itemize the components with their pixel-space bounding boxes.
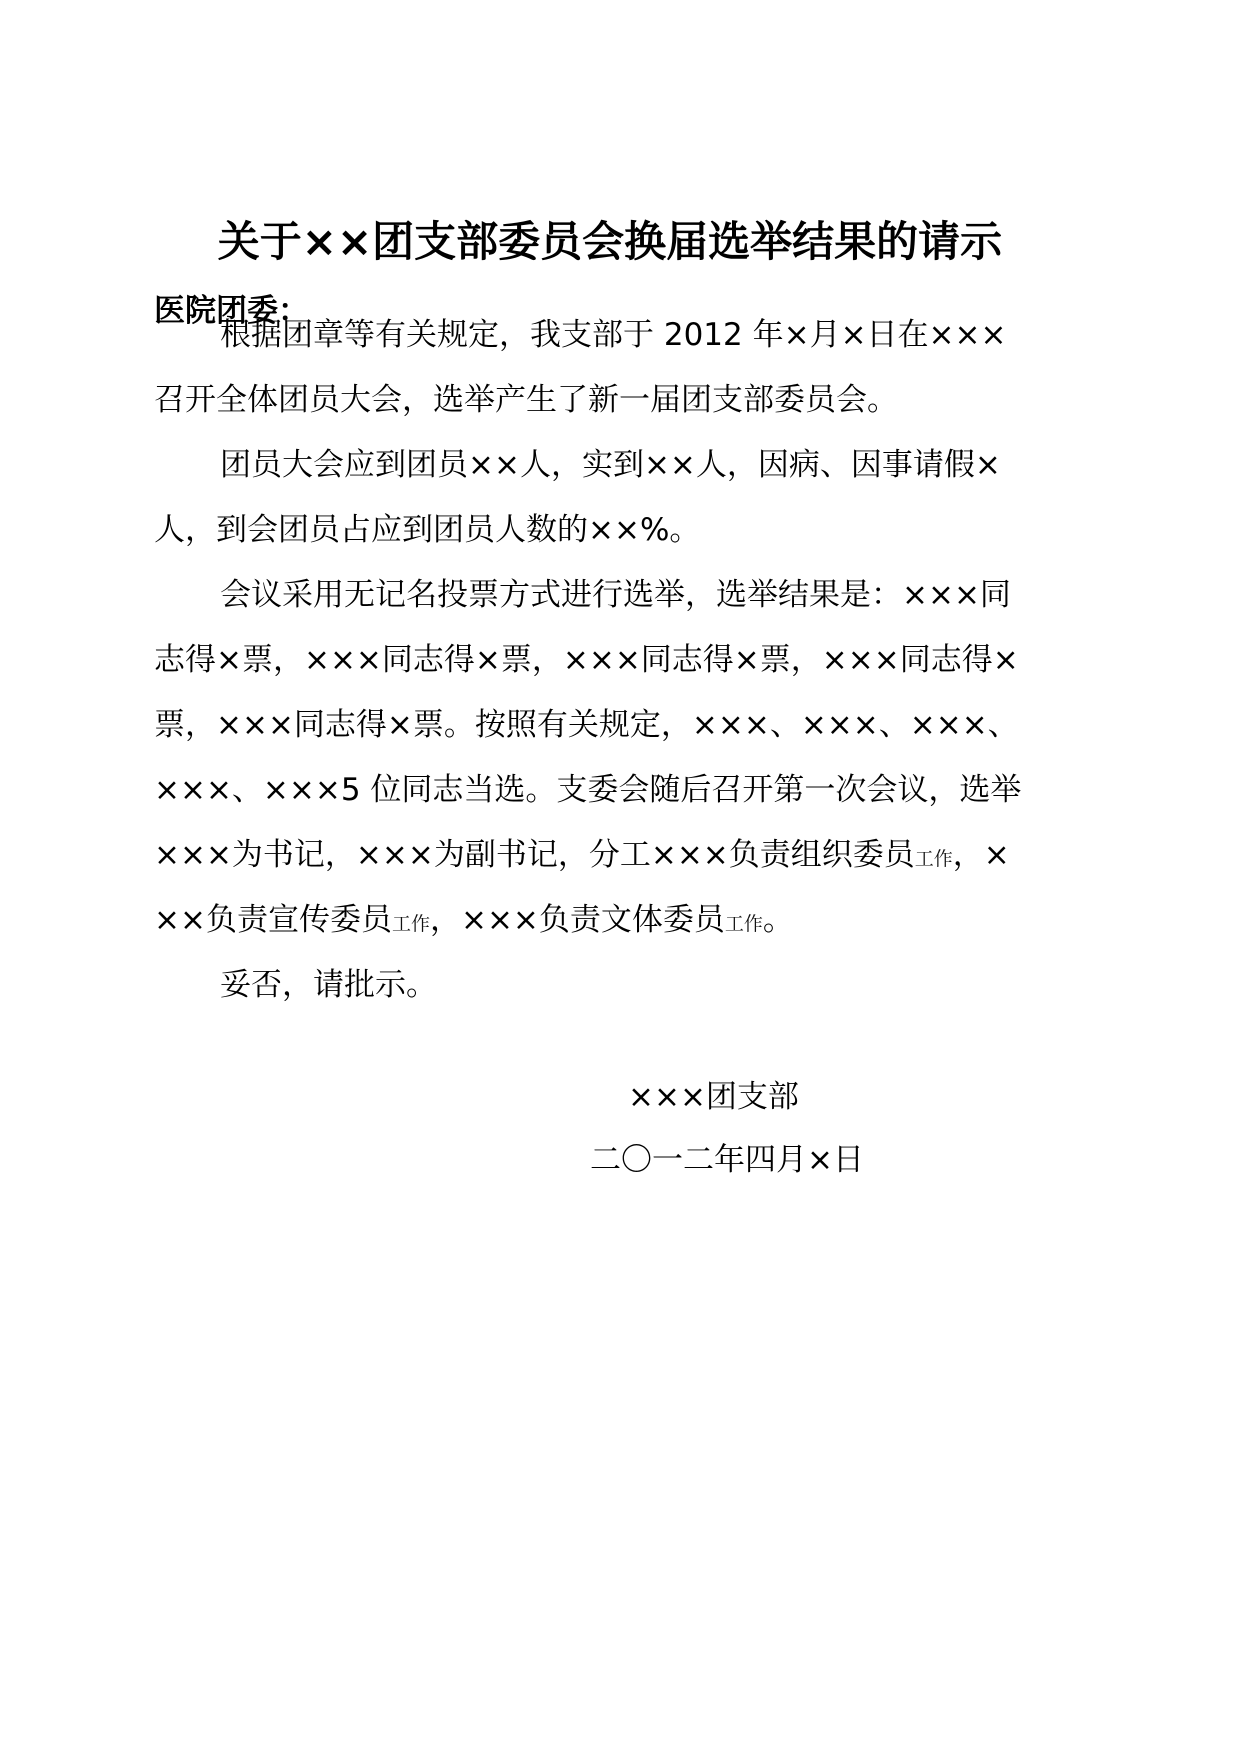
paragraph-3-line-4: ×××、×××5 位同志当选。支委会随后召开第一次会议，选举: [154, 772, 1022, 808]
signature-org: ×××团支部: [628, 1079, 799, 1115]
paragraph-2-line-2: 人，到会团员占应到团员人数的××%。: [154, 512, 701, 548]
salutation: 医院团委：: [154, 293, 309, 329]
closing-line: 妥否，请批示。: [220, 967, 437, 1003]
document-title: 关于××团支部委员会换届选举结果的请示: [217, 217, 1003, 266]
paragraph-3-line-1: 会议采用无记名投票方式进行选举，选举结果是：×××同: [220, 577, 1011, 613]
paragraph-3-line-6-text-b: ，×××负责文体委员: [429, 902, 725, 938]
signature-date: 二〇一二年四月×日: [590, 1142, 864, 1178]
paragraph-3-line-6-text-c: 。: [762, 902, 794, 938]
paragraph-3-line-5-text-a: ×××为书记，×××为副书记，分工×××负责组织委员: [154, 837, 915, 873]
paragraph-1-line-1: 根据团章等有关规定，我支部于 2012 年×月×日在×××: [220, 317, 1007, 353]
small-annotation: 工作: [391, 913, 430, 935]
paragraph-3-line-3: 票，×××同志得×票。按照有关规定，×××、×××、×××、: [154, 707, 1019, 743]
paragraph-3-line-2: 志得×票，×××同志得×票，×××同志得×票，×××同志得×: [154, 642, 1019, 678]
paragraph-1-line-2: 召开全体团员大会，选举产生了新一届团支部委员会。: [154, 382, 898, 418]
paragraph-2-line-1: 团员大会应到团员××人，实到××人，因病、因事请假×: [220, 447, 1001, 483]
small-annotation: 工作: [914, 848, 953, 870]
paragraph-3-line-6-text-a: ××负责宣传委员: [154, 902, 392, 938]
paragraph-3-line-6: [154, 888, 1094, 953]
paragraph-3-line-5: [154, 823, 1094, 888]
document-body: [154, 303, 1094, 1018]
small-annotation: 工作: [724, 913, 763, 935]
paragraph-3-line-5-text-b: ，×: [952, 837, 1010, 873]
